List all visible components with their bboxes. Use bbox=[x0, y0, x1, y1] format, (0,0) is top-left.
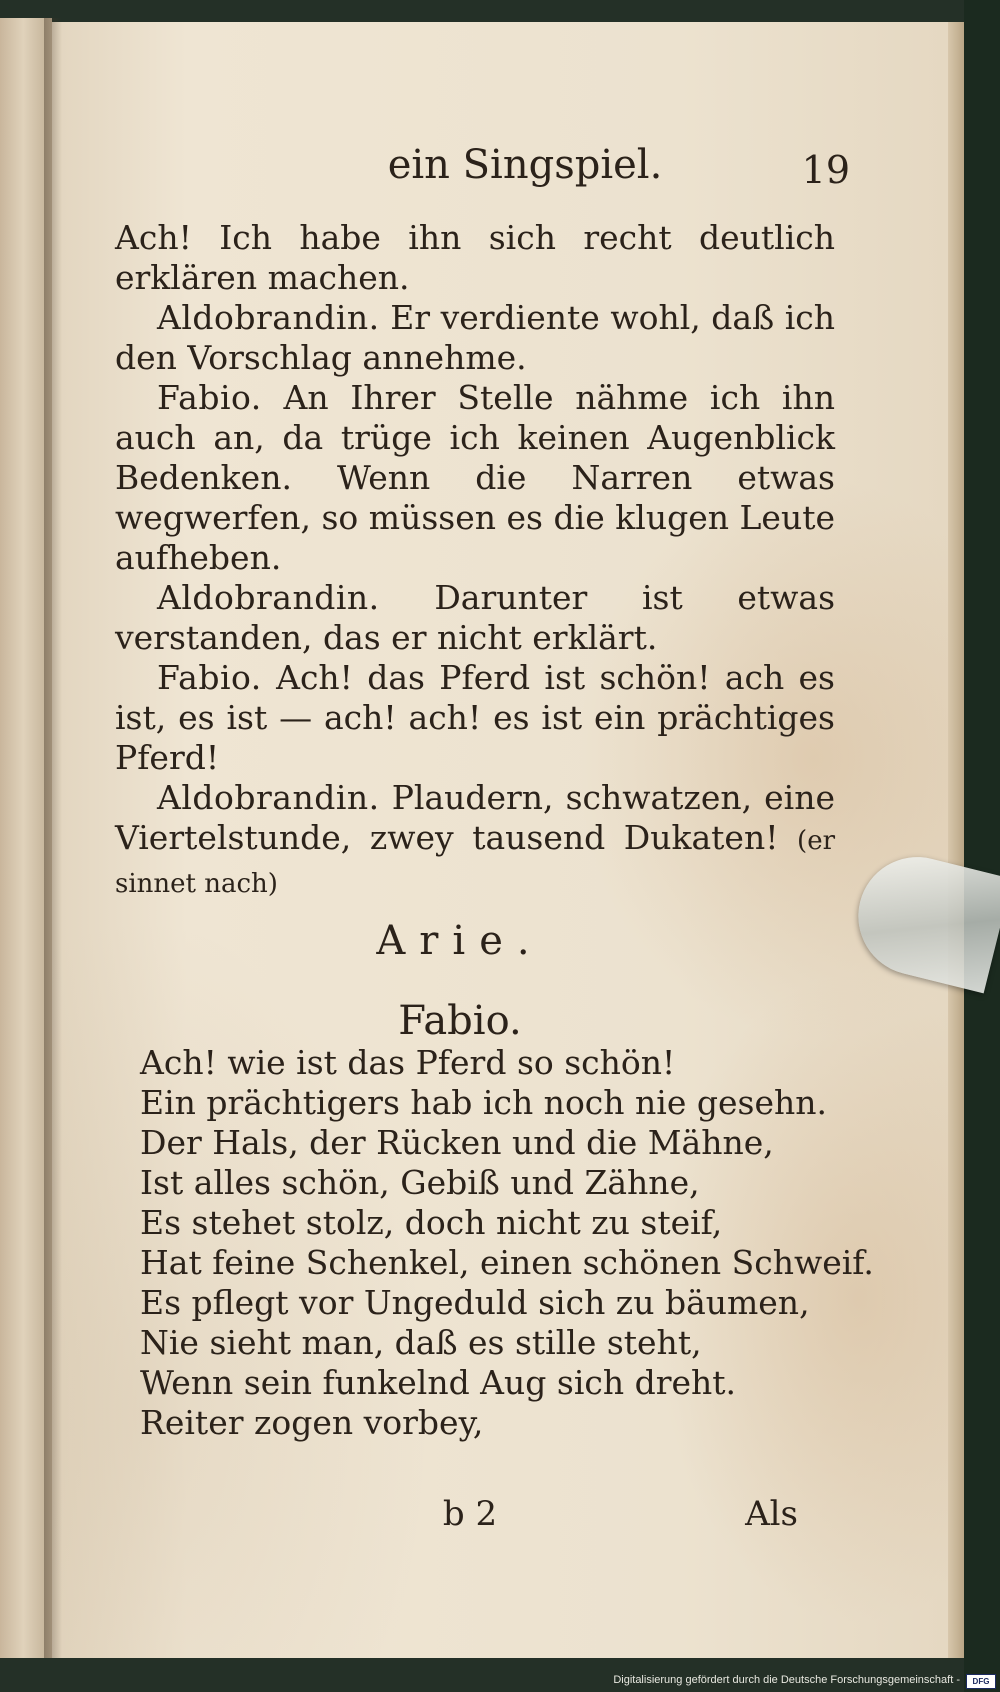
paragraph-text: Ach! Ich habe ihn sich recht deutlich erklären machen. bbox=[115, 218, 835, 297]
digitization-credit: Digitalisierung gefördert durch die Deutsche Forschungsgemeinschaft - bbox=[613, 1674, 960, 1686]
spine-shadow bbox=[44, 18, 62, 1658]
stage-direction: (er sinnet nach) bbox=[115, 826, 836, 899]
speaker-name: Aldobrandin. bbox=[157, 298, 380, 337]
verse-line: Ach! wie ist das Pferd so schön! bbox=[140, 1043, 676, 1082]
paragraph-text: Er verdiente wohl, daß ich den Vorschlag annehme. bbox=[115, 298, 835, 377]
speaker-name: Aldobrandin. bbox=[157, 778, 380, 817]
scanner-board bbox=[964, 0, 1000, 1692]
signature-mark: b 2 bbox=[442, 1494, 498, 1534]
speaker-name: Fabio. bbox=[157, 658, 262, 697]
paragraph bbox=[115, 658, 835, 778]
verse-line: Wenn sein funkelnd Aug sich dreht. bbox=[140, 1363, 737, 1402]
catchword: Als bbox=[745, 1494, 798, 1534]
dfg-logo: DFG bbox=[966, 1674, 996, 1689]
paragraph bbox=[115, 578, 835, 658]
paragraph-text: An Ihrer Stelle nähme ich ihn auch an, da trüge ich keinen Augenblick Bedenken. Wenn die Narren etwas wegwerfen, so müssen es die klugen Leute aufheben. bbox=[115, 378, 835, 577]
page-stack-edge bbox=[948, 22, 964, 1658]
speaker-name: Aldobrandin. bbox=[157, 578, 380, 617]
verse-line: Hat feine Schenkel, einen schönen Schweif. bbox=[140, 1243, 874, 1282]
paragraph-text: Darunter ist etwas verstanden, das er nicht erklärt. bbox=[115, 578, 836, 657]
running-title: ein Singspiel. bbox=[387, 142, 663, 188]
aria-speaker: Fabio. bbox=[398, 998, 522, 1044]
verse-line: Der Hals, der Rücken und die Mähne, bbox=[140, 1123, 774, 1162]
verse-line: Nie sieht man, daß es stille steht, bbox=[140, 1323, 702, 1362]
verse-line: Reiter zogen vorbey, bbox=[140, 1403, 484, 1442]
paragraph bbox=[115, 778, 835, 904]
dialogue-text bbox=[115, 218, 835, 904]
paragraph-text: Ach! das Pferd ist schön! ach es ist, es ist — ach! ach! es ist ein prächtiges Pferd! bbox=[115, 658, 835, 777]
paragraph bbox=[115, 218, 835, 298]
verse-line: Es stehet stolz, doch nicht zu steif, bbox=[140, 1203, 723, 1242]
paragraph bbox=[115, 298, 835, 378]
verse-line: Ein prächtigers hab ich noch nie gesehn. bbox=[140, 1083, 827, 1122]
verse-line: Es pflegt vor Ungeduld sich zu bäumen, bbox=[140, 1283, 810, 1322]
paragraph-text: Plaudern, schwatzen, eine Viertelstunde, zwey tausend Dukaten! bbox=[115, 778, 835, 857]
aria-heading: Arie. bbox=[376, 918, 544, 964]
page-number: 19 bbox=[801, 148, 850, 192]
speaker-name: Fabio. bbox=[157, 378, 262, 417]
verse-line: Ist alles schön, Gebiß und Zähne, bbox=[140, 1163, 700, 1202]
aria-verses bbox=[140, 1043, 874, 1443]
paragraph bbox=[115, 378, 835, 578]
